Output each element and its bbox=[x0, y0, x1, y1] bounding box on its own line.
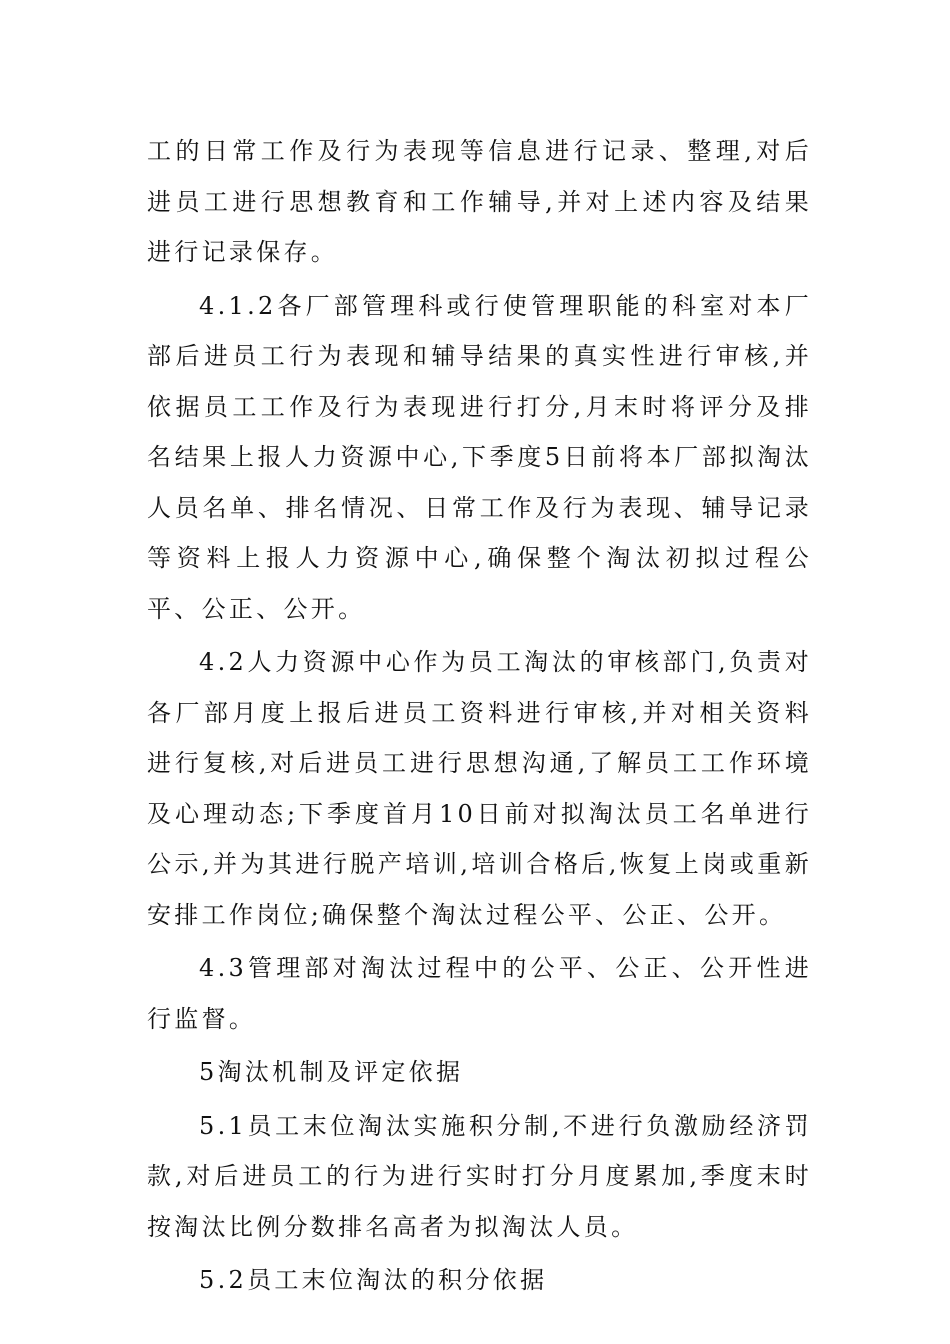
paragraph-4-2: 4.2人力资源中心作为员工淘汰的审核部门,负责对各厂部月度上报后进员工资料进行审核,并对相关资料进行复核,对后进员工进行思想沟通,了解员工工作环境及心理动态;下季度首月10日前对拟淘汰员工名单进行公示,并为其进行脱产培训,培训合格后,恢复上岗或重新安排工作岗位;确保整个淘汰过程公平、公正、公开。 bbox=[147, 648, 812, 929]
paragraph-4-1-2: 4.1.2各厂部管理科或行使管理职能的科室对本厂部后进员工行为表现和辅导结果的真实性进行审核,并依据员工工作及行为表现进行打分,月末时将评分及排名结果上报人力资源中心,下季度5日前将本厂部拟淘汰人员名单、排名情况、日常工作及行为表现、辅导记录等资料上报人力资源中心,确保整个淘汰初拟过程公平、公正、公开。 bbox=[147, 291, 812, 623]
subsection-heading-5-2: 5.2员工末位淘汰的积分依据 bbox=[199, 1266, 548, 1294]
paragraph-continuation: 工的日常工作及行为表现等信息进行记录、整理,对后进员工进行思想教育和工作辅导,并对上述内容及结果进行记录保存。 bbox=[147, 137, 812, 266]
document-page bbox=[147, 126, 812, 1306]
paragraph-5-1: 5.1员工末位淘汰实施积分制,不进行负激励经济罚款,对后进员工的行为进行实时打分月度累加,季度末时按淘汰比例分数排名高者为拟淘汰人员。 bbox=[147, 1111, 812, 1241]
paragraph-4-3: 4.3管理部对淘汰过程中的公平、公正、公开性进行监督。 bbox=[147, 954, 812, 1033]
section-heading-5: 5淘汰机制及评定依据 bbox=[199, 1058, 464, 1086]
